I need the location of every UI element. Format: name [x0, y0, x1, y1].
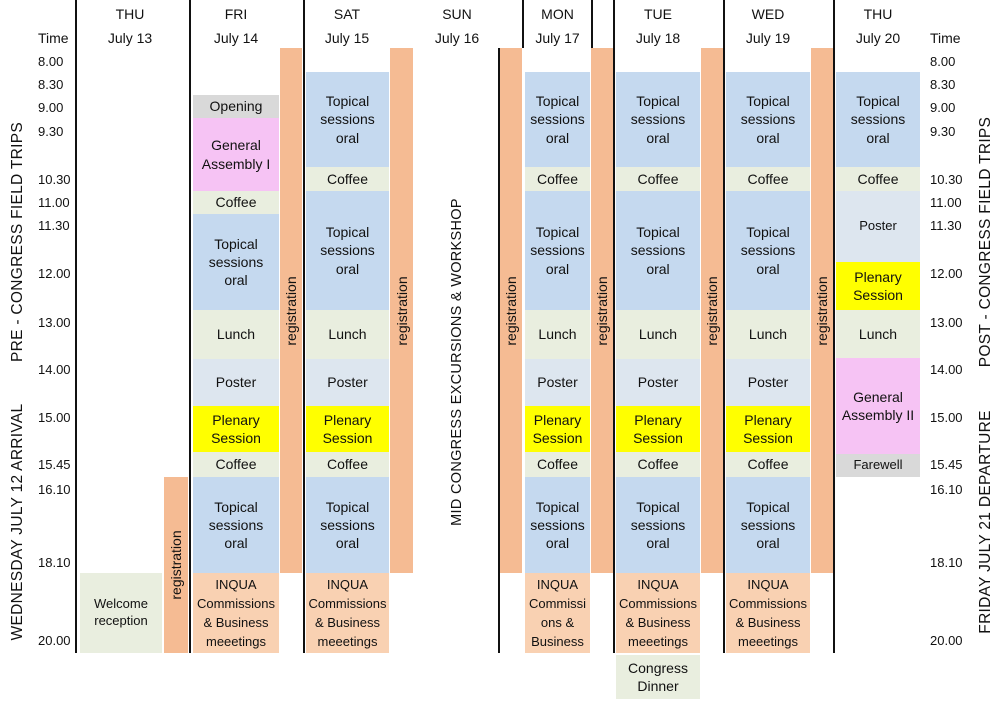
- topical-sessions: Topical sessions oral: [306, 477, 389, 573]
- registration-label: registration: [283, 275, 299, 346]
- day-thu-20: THU: [863, 6, 893, 22]
- time-label: 14.00: [38, 362, 71, 377]
- topical-sessions: Topical sessions oral: [726, 72, 810, 167]
- topical-sessions: Topical sessions oral: [616, 191, 700, 310]
- date-july-16: July 16: [434, 30, 480, 46]
- topical-sessions: Topical sessions oral: [616, 72, 700, 167]
- time-label: 9.30: [38, 124, 64, 139]
- poster-block: Poster: [836, 191, 920, 262]
- lunch-block: Lunch: [616, 310, 700, 359]
- time-label: 13.00: [930, 315, 963, 330]
- post-congress-label: POST - CONGRESS FIELD TRIPS: [977, 116, 994, 368]
- date-july-19: July 19: [745, 30, 791, 46]
- grid-line: [591, 0, 593, 48]
- plenary-session: Plenary Session: [306, 406, 389, 452]
- coffee-block: Coffee: [306, 167, 389, 191]
- poster-block: Poster: [306, 359, 389, 406]
- poster-block: Poster: [726, 359, 810, 406]
- mid-congress-excursions: MID CONGRESS EXCURSIONS & WORKSHOP: [449, 198, 465, 526]
- time-label: 8.30: [38, 77, 64, 92]
- time-label: 16.10: [38, 482, 71, 497]
- coffee-block: Coffee: [726, 167, 810, 191]
- topical-sessions: Topical sessions oral: [193, 214, 279, 310]
- time-label: 13.00: [38, 315, 71, 330]
- plenary-session: Plenary Session: [616, 406, 700, 452]
- time-header: Time: [930, 30, 961, 46]
- coffee-block: Coffee: [616, 452, 700, 477]
- registration-label: registration: [594, 275, 610, 346]
- date-july-14: July 14: [213, 30, 259, 46]
- time-label: 16.10: [930, 482, 963, 497]
- registration-label: registration: [814, 275, 830, 346]
- inqua-commissions: INQUA Commissi ons & Business: [525, 573, 590, 653]
- general-assembly-1: General Assembly I: [193, 118, 279, 191]
- time-label: 15.45: [38, 457, 71, 472]
- coffee-block: Coffee: [306, 452, 389, 477]
- coffee-block: Coffee: [193, 452, 279, 477]
- lunch-block: Lunch: [306, 310, 389, 359]
- inqua-commissions: INQUA Commissions & Business meeetings: [616, 573, 700, 653]
- departure-label: FRIDAY JULY 21 DEPARTURE: [977, 410, 994, 634]
- date-july-15: July 15: [324, 30, 370, 46]
- time-label: 11.30: [38, 218, 70, 233]
- registration-bar: [280, 48, 302, 573]
- time-label: 15.45: [930, 457, 963, 472]
- time-header: Time: [38, 30, 69, 46]
- time-label: 15.00: [38, 410, 71, 425]
- topical-sessions: Topical sessions oral: [616, 477, 700, 573]
- time-label: 10.30: [38, 172, 71, 187]
- topical-sessions: Topical sessions oral: [836, 72, 920, 167]
- topical-sessions: Topical sessions oral: [525, 72, 590, 167]
- time-label: 11.00: [38, 195, 70, 210]
- lunch-block: Lunch: [525, 310, 590, 359]
- topical-sessions: Topical sessions oral: [193, 477, 279, 573]
- time-label: 9.00: [930, 100, 956, 115]
- congress-dinner: Congress Dinner: [616, 655, 700, 699]
- inqua-commissions: INQUA Commissions & Business meeetings: [726, 573, 810, 653]
- registration-bar: [811, 48, 833, 573]
- grid-line: [303, 0, 305, 653]
- time-label: 18.10: [930, 555, 963, 570]
- plenary-session: Plenary Session: [726, 406, 810, 452]
- day-thu-13: THU: [115, 6, 145, 22]
- time-label: 11.30: [930, 218, 962, 233]
- registration-bar: [500, 48, 522, 573]
- coffee-block: Coffee: [525, 452, 590, 477]
- date-july-17: July 17: [535, 30, 580, 46]
- day-sat-15: SAT: [333, 6, 361, 22]
- registration-bar: [164, 477, 188, 653]
- time-label: 15.00: [930, 410, 963, 425]
- inqua-commissions: INQUA Commissions & Business meeetings: [306, 573, 389, 653]
- date-july-13: July 13: [107, 30, 153, 46]
- grid-line: [613, 0, 615, 653]
- poster-block: Poster: [616, 359, 700, 406]
- time-label: 11.00: [930, 195, 962, 210]
- time-label: 18.10: [38, 555, 71, 570]
- grid-line: [833, 0, 835, 653]
- time-label: 20.00: [38, 633, 71, 648]
- registration-bar: [701, 48, 723, 573]
- registration-bar: [591, 48, 613, 573]
- time-label: 9.00: [38, 100, 64, 115]
- date-july-20: July 20: [855, 30, 901, 46]
- topical-sessions: Topical sessions oral: [306, 72, 389, 167]
- date-july-18: July 18: [635, 30, 681, 46]
- day-tue-18: TUE: [644, 6, 672, 22]
- coffee-block: Coffee: [836, 167, 920, 191]
- grid-line: [723, 0, 725, 653]
- time-label: 12.00: [930, 266, 963, 281]
- time-label: 12.00: [38, 266, 71, 281]
- lunch-block: Lunch: [836, 310, 920, 358]
- lunch-block: Lunch: [193, 310, 279, 359]
- plenary-session: Plenary Session: [193, 406, 279, 452]
- arrival-label: WEDNESDAY JULY 12 ARRIVAL: [9, 403, 26, 641]
- topical-sessions: Topical sessions oral: [726, 191, 810, 310]
- registration-label: registration: [704, 275, 720, 346]
- coffee-block: Coffee: [525, 167, 590, 191]
- time-label: 9.30: [930, 124, 956, 139]
- time-label: 8.30: [930, 77, 956, 92]
- poster-block: Poster: [525, 359, 590, 406]
- topical-sessions: Topical sessions oral: [726, 477, 810, 573]
- registration-label: registration: [503, 275, 519, 346]
- coffee-block: Coffee: [193, 191, 279, 214]
- opening-block: Opening: [193, 95, 279, 118]
- plenary-session: Plenary Session: [836, 262, 920, 310]
- registration-bar: [390, 48, 413, 573]
- coffee-block: Coffee: [726, 452, 810, 477]
- topical-sessions: Topical sessions oral: [525, 191, 590, 310]
- time-label: 8.00: [930, 54, 956, 69]
- day-mon-17: MON: [541, 6, 574, 22]
- lunch-block: Lunch: [726, 310, 810, 359]
- time-label: 20.00: [930, 633, 963, 648]
- grid-line: [75, 0, 77, 653]
- poster-block: Poster: [193, 359, 279, 406]
- registration-label: registration: [168, 530, 184, 600]
- inqua-commissions: INQUA Commissions & Business meeetings: [193, 573, 279, 653]
- time-label: 8.00: [38, 54, 64, 69]
- pre-congress-label: PRE - CONGRESS FIELD TRIPS: [9, 121, 26, 363]
- time-label: 10.30: [930, 172, 963, 187]
- grid-line: [189, 0, 191, 653]
- topical-sessions: Topical sessions oral: [525, 477, 590, 573]
- welcome-reception: Welcome reception: [80, 573, 162, 653]
- coffee-block: Coffee: [616, 167, 700, 191]
- topical-sessions: Topical sessions oral: [306, 191, 389, 310]
- day-fri-14: FRI: [224, 6, 248, 22]
- day-sun-16: SUN: [442, 6, 472, 22]
- plenary-session: Plenary Session: [525, 406, 590, 452]
- general-assembly-2: General Assembly II: [836, 358, 920, 454]
- time-label: 14.00: [930, 362, 963, 377]
- farewell-block: Farewell: [836, 454, 920, 477]
- registration-label: registration: [393, 275, 410, 346]
- day-wed-19: WED: [751, 6, 785, 22]
